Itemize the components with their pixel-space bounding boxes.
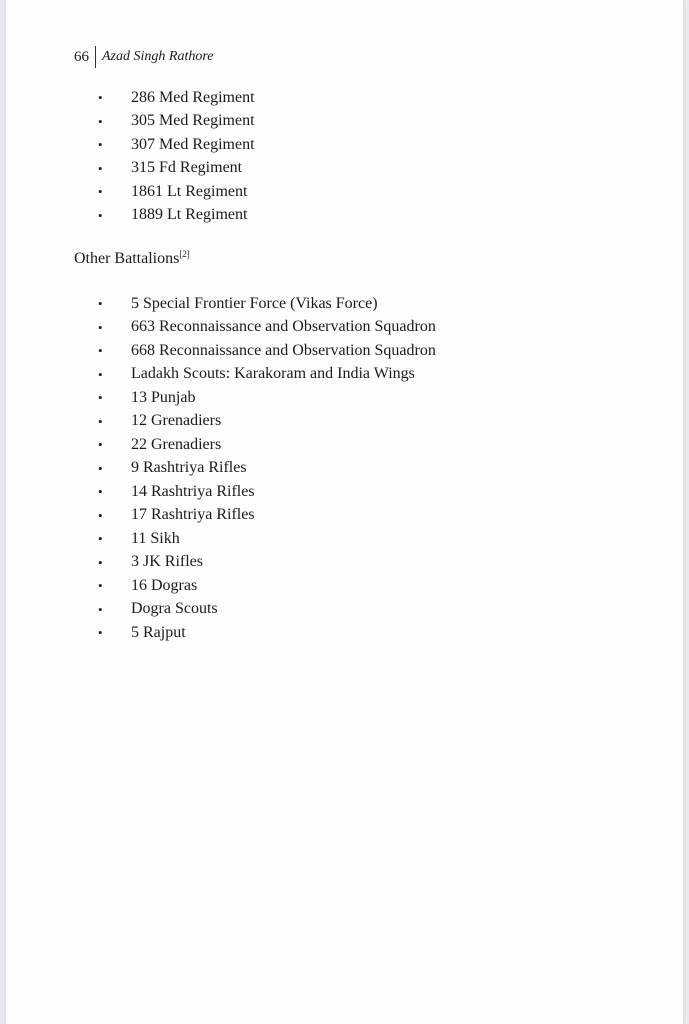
bullet-icon: • [98,507,103,523]
list-item-text: 11 Sikh [131,529,180,547]
list-item [98,157,578,181]
list-item-text: 14 Rashtriya Rifles [131,482,255,500]
list-item-text: 22 Grenadiers [131,435,222,453]
bullet-icon: • [98,207,103,223]
list-item-text: 305 Med Regiment [131,112,255,130]
bullet-icon: • [98,531,103,547]
battalion-list [98,292,578,645]
author-name: Azad Singh Rathore [102,49,214,64]
list-item [98,551,578,575]
list-item-text: 17 Rashtriya Rifles [131,506,255,524]
bullet-icon: • [98,90,103,106]
list-item [98,204,578,228]
bullet-icon: • [98,390,103,406]
header-divider [95,46,96,68]
list-item-text: 286 Med Regiment [131,88,255,106]
running-header [74,44,213,70]
list-item [98,527,578,551]
list-item-text: 9 Rashtriya Rifles [131,459,247,477]
list-item-text: 1889 Lt Regiment [131,206,248,224]
list-item [98,133,578,157]
bullet-icon: • [98,413,103,429]
bullet-icon: • [98,625,103,641]
bullet-icon: • [98,343,103,359]
list-item [98,316,578,340]
list-item [98,292,578,316]
list-item-text: 5 Rajput [131,623,186,641]
bullet-icon: • [98,460,103,476]
bullet-icon: • [98,137,103,153]
list-item [98,598,578,622]
list-item [98,110,578,134]
bullet-icon: • [98,113,103,129]
list-item [98,86,578,110]
section-heading-text: Other Battalions [74,250,180,267]
list-item-text: 12 Grenadiers [131,412,222,430]
list-item-text: 663 Reconnaissance and Observation Squadron [131,318,436,336]
bullet-icon: • [98,160,103,176]
bullet-icon: • [98,319,103,335]
list-item [98,410,578,434]
bullet-icon: • [98,184,103,200]
bullet-icon: • [98,601,103,617]
book-page [6,0,683,1024]
list-item-text: Ladakh Scouts: Karakoram and India Wings [131,365,415,383]
list-item [98,504,578,528]
bullet-icon: • [98,437,103,453]
list-item [98,363,578,387]
list-item [98,457,578,481]
bullet-icon: • [98,578,103,594]
list-item [98,574,578,598]
bullet-icon: • [98,296,103,312]
list-item-text: Dogra Scouts [131,600,218,618]
page-number: 66 [74,48,89,65]
list-item [98,386,578,410]
list-item [98,480,578,504]
list-item-text: 5 Special Frontier Force (Vikas Force) [131,294,378,312]
list-item-text: 16 Dogras [131,576,198,594]
list-item-text: 668 Reconnaissance and Observation Squadron [131,341,436,359]
list-item-text: 307 Med Regiment [131,135,255,153]
list-item [98,339,578,363]
bullet-icon: • [98,366,103,382]
bullet-icon: • [98,554,103,570]
section-heading [74,249,190,268]
footnote-reference[interactable]: [2] [179,249,190,259]
bullet-icon: • [98,484,103,500]
regiment-list [98,86,578,227]
list-item [98,433,578,457]
list-item-text: 13 Punjab [131,388,196,406]
list-item-text: 3 JK Rifles [131,553,203,571]
list-item [98,180,578,204]
list-item [98,621,578,645]
list-item-text: 315 Fd Regiment [131,159,243,177]
list-item-text: 1861 Lt Regiment [131,182,248,200]
